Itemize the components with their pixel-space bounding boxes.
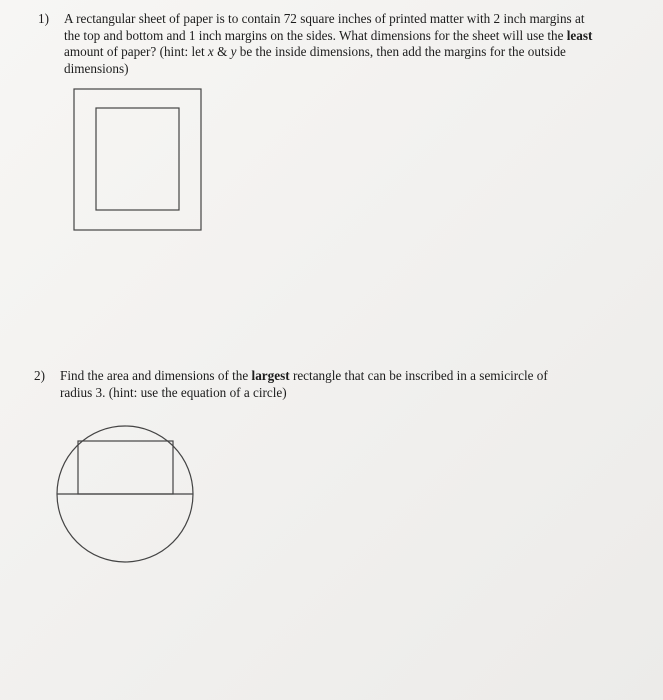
problem-2-number: 2)	[34, 368, 45, 383]
problem-1-text-2: the top and bottom and 1 inch margins on the sides. What dimensions for the sheet will use the	[64, 27, 564, 43]
inner-print-rect	[96, 108, 179, 210]
problem-1-line-4	[38, 61, 628, 78]
problem-1-text-3a: amount of paper? (hint: let	[64, 44, 205, 59]
problem-1-text-4: dimensions)	[64, 60, 129, 76]
ampersand: &	[217, 44, 228, 59]
outer-sheet-rect	[74, 89, 201, 230]
inscribed-rectangle-circle-figure	[55, 416, 200, 566]
problem-1-text-1: A rectangular sheet of paper is to contain 72 square inches of printed matter with 2 inch margins at	[64, 11, 585, 26]
inscribed-rect	[78, 441, 173, 494]
problem-1-line-3	[38, 44, 628, 61]
variable-y: y	[230, 44, 237, 59]
problem-1-line-2	[38, 28, 628, 45]
problem-1	[38, 11, 628, 77]
problem-1-text-3b: be the inside dimensions, then add the margins for the outside	[239, 44, 566, 59]
problem-1-number: 1)	[38, 11, 49, 26]
problem-2-text-2: radius 3. (hint: use the equation of a circle)	[60, 384, 287, 400]
nested-rectangles-figure	[73, 88, 203, 233]
variable-x: x	[207, 44, 214, 59]
problem-2-text-1a: Find the area and dimensions of the	[60, 368, 249, 383]
problem-2-line-2	[34, 385, 594, 402]
problem-2-bold-largest: largest	[251, 368, 290, 383]
problem-2	[34, 368, 594, 401]
problem-2-line-1	[34, 368, 594, 385]
problem-1-bold-least: least	[566, 27, 593, 43]
problem-1-line-1	[38, 11, 628, 28]
problem-2-text-1b: rectangle that can be inscribed in a semicircle of	[292, 368, 548, 383]
